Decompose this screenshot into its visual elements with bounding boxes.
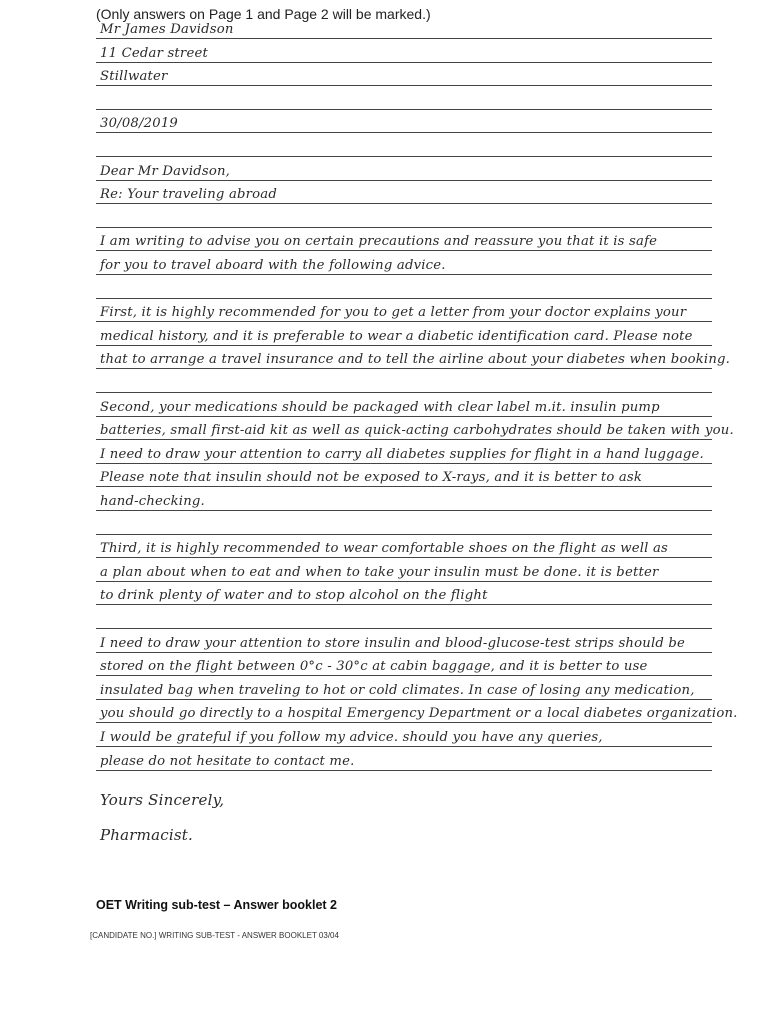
rule-line [96,557,712,558]
letter-signature: Pharmacist. [100,826,193,844]
handwritten-line: insulated bag when traveling to hot or cold climates. In case of losing any medication, [100,682,695,698]
handwritten-line: you should go directly to a hospital Emergency Department or a local diabetes organization. [100,706,738,722]
handwritten-line: please do not hesitate to contact me. [100,753,355,769]
rule-line [96,250,712,251]
rule-line [96,321,712,322]
rule-line [96,675,712,676]
rule-line [96,439,712,440]
rule-line [96,770,712,771]
rule-line [96,38,712,39]
rule-line [96,62,712,63]
rule-line [96,392,712,393]
rule-line [96,699,712,700]
rule-line [96,156,712,157]
handwritten-line: medical history, and it is preferable to wear a diabetic identification card. Please note [100,328,693,344]
handwritten-line: 30/08/2019 [100,116,179,132]
booklet-footer-code: [CANDIDATE NO.] WRITING SUB-TEST - ANSWER BOOKLET 03/04 [90,931,339,940]
rule-line [96,534,712,535]
rule-line [96,298,712,299]
handwritten-line: First, it is highly recommended for you to get a letter from your doctor explains your [100,305,687,321]
rule-line [96,652,712,653]
rule-line [96,85,712,86]
rule-line [96,180,712,181]
rule-line [96,604,712,605]
rule-line [96,345,712,346]
handwritten-line: Mr James Davidson [100,22,234,37]
handwritten-line: batteries, small first-aid kit as well as quick-acting carbohydrates should be taken with you. [100,423,734,439]
handwritten-line: I need to draw your attention to carry all diabetes supplies for flight in a hand luggage. [100,446,704,462]
rule-line [96,274,712,275]
handwritten-line: Re: Your traveling abroad [100,187,277,203]
rule-line [96,109,712,110]
rule-line [96,581,712,582]
handwritten-line: Second, your medications should be packaged with clear label m.it. insulin pump [100,399,660,415]
handwritten-line: a plan about when to eat and when to take your insulin must be done. it is better [100,564,659,580]
rule-line [96,416,712,417]
handwritten-line: Please note that insulin should not be exposed to X-rays, and it is better to ask [100,470,643,486]
handwritten-line: I am writing to advise you on certain precautions and reassure you that it is safe [100,234,658,250]
rule-line [96,486,712,487]
rule-line [96,722,712,723]
handwritten-line: to drink plenty of water and to stop alcohol on the flight [100,588,488,604]
handwritten-line: for you to travel aboard with the following advice. [100,258,446,273]
handwritten-line: I would be grateful if you follow my advice. should you have any queries, [100,730,603,745]
rule-line [96,746,712,747]
handwritten-line: stored on the flight between 0°c - 30°c at cabin baggage, and it is better to use [100,659,648,675]
letter-closing: Yours Sincerely, [100,791,225,809]
rule-line [96,203,712,204]
rule-line [96,510,712,511]
handwritten-line: hand-checking. [100,494,205,509]
rule-line [96,227,712,228]
marking-note: (Only answers on Page 1 and Page 2 will be marked.) [96,6,431,22]
handwritten-line: I need to draw your attention to store insulin and blood-glucose-test strips should be [100,635,686,651]
rule-line [96,463,712,464]
rule-line [96,368,712,369]
rule-line [96,132,712,133]
handwritten-line: that to arrange a travel insurance and to tell the airline about your diabetes when booking. [100,352,731,368]
handwritten-line: Dear Mr Davidson, [100,163,231,179]
handwritten-line: Third, it is highly recommended to wear comfortable shoes on the flight as well as [100,541,668,557]
booklet-footer-title: OET Writing sub-test – Answer booklet 2 [96,898,338,912]
handwritten-line: 11 Cedar street [100,45,208,61]
handwritten-line: Stillwater [100,69,168,85]
rule-line [96,628,712,629]
